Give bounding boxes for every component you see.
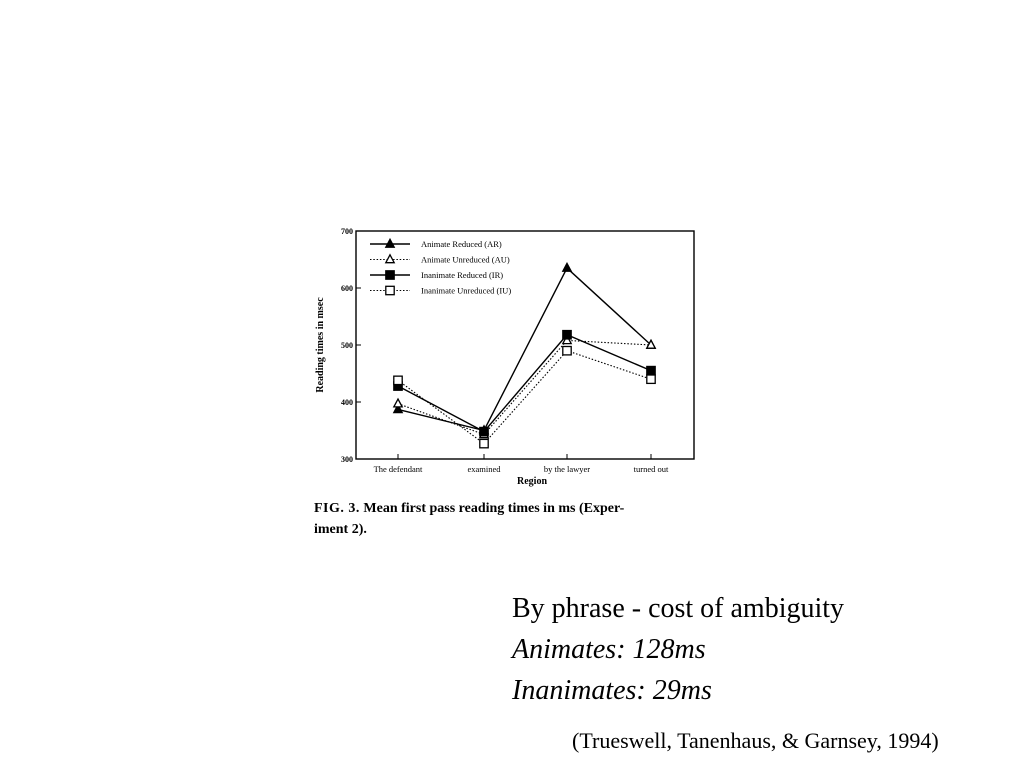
data-point [480, 427, 488, 435]
data-point [394, 399, 402, 407]
notes-animates: Animates: 128ms [512, 634, 706, 665]
figure-caption [314, 498, 714, 540]
y-tick-label: 600 [341, 284, 353, 293]
data-point [563, 331, 571, 339]
legend-entry [370, 239, 502, 249]
chart-legend [370, 239, 511, 296]
y-tick-label: 400 [341, 398, 353, 407]
data-point [386, 286, 394, 294]
caption-prefix: FIG. 3. [314, 501, 360, 516]
data-point [394, 376, 402, 384]
y-tick-label: 300 [341, 455, 353, 464]
x-tick-label: turned out [633, 464, 669, 474]
reading-times-chart [300, 222, 710, 496]
data-point [386, 239, 394, 247]
ambiguity-notes [512, 588, 844, 711]
notes-heading: By phrase - cost of ambiguity [512, 593, 845, 624]
data-point [647, 375, 655, 383]
legend-label: Inanimate Unreduced (IU) [421, 285, 512, 296]
plot-frame [356, 231, 694, 459]
x-axis-label: Region [517, 476, 547, 487]
series-line [398, 351, 651, 444]
legend-label: Inanimate Reduced (IR) [421, 270, 504, 280]
notes-inanimates: Inanimates: 29ms [512, 675, 712, 706]
data-point [647, 366, 655, 374]
legend-entry [370, 255, 510, 265]
data-point [563, 263, 571, 271]
y-tick-label: 500 [341, 341, 353, 350]
x-tick-label: The defendant [373, 464, 423, 474]
data-point [563, 347, 571, 355]
series-2 [394, 331, 655, 436]
data-point [480, 439, 488, 447]
chart-axes [356, 231, 694, 459]
y-tick-label: 700 [341, 227, 353, 236]
legend-entry [370, 286, 511, 296]
data-point [386, 271, 394, 279]
caption-text: Mean first pass reading times in ms (Exper- [363, 501, 625, 516]
legend-entry [370, 270, 503, 280]
legend-label: Animate Reduced (AR) [421, 239, 502, 249]
citation: (Trueswell, Tanenhaus, & Garnsey, 1994) [572, 728, 939, 753]
data-point [386, 255, 394, 263]
legend-label: Animate Unreduced (AU) [421, 254, 510, 265]
x-tick-label: by the lawyer [543, 464, 591, 474]
series-3 [394, 347, 655, 448]
x-tick-label: examined [467, 464, 501, 474]
y-axis-label: Reading times in msec [315, 297, 326, 393]
caption-text-continued: iment 2). [314, 522, 367, 537]
